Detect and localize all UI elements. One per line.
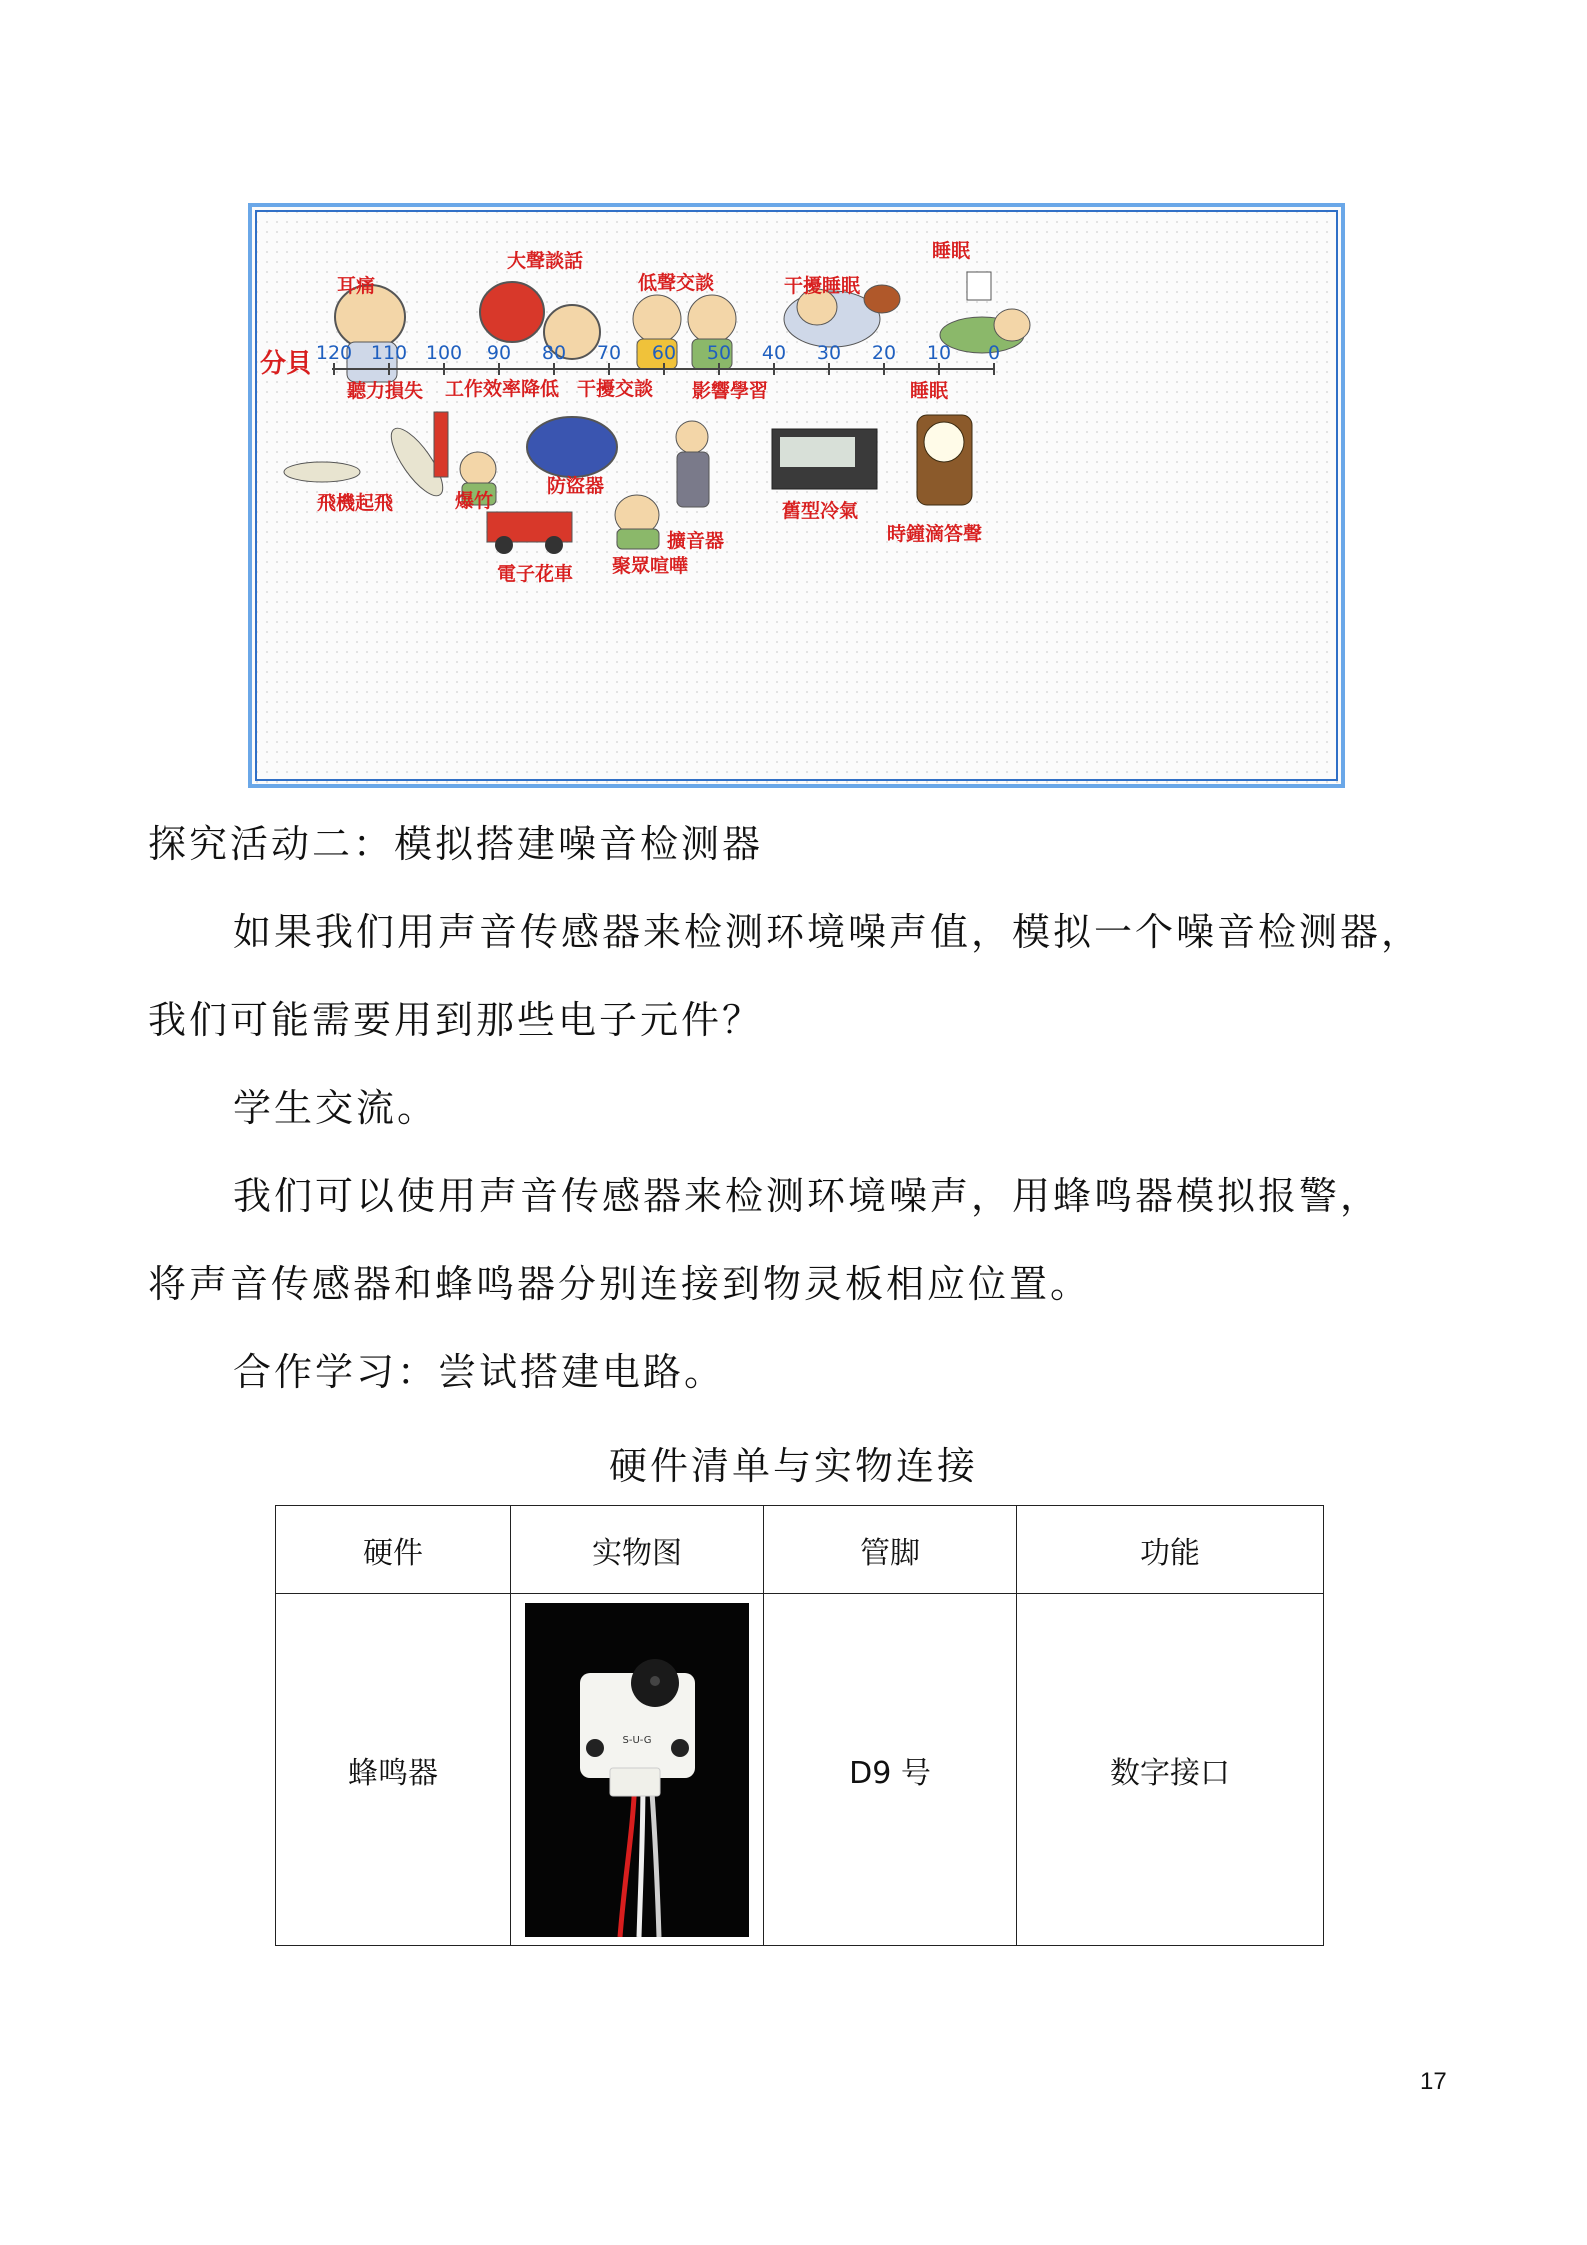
label-work-efficiency: 工作效率降低	[445, 378, 560, 400]
section-heading: 探究活动二：模拟搭建噪音检测器	[148, 822, 764, 866]
loudspeaker-man-illustration	[676, 421, 709, 507]
cell-pin: D9 号	[764, 1594, 1017, 1946]
hardware-table	[275, 1505, 1324, 1946]
scale-tick-label: 40	[761, 342, 787, 364]
cell-hardware: 蜂鸣器	[276, 1594, 511, 1946]
decibel-diagram	[252, 207, 1341, 784]
label-interferes-talk: 干擾交談	[577, 378, 654, 400]
table-caption: 硬件清单与实物连接	[608, 1444, 978, 1488]
alarm-car-illustration	[527, 417, 617, 477]
board-pin-label: S-U-G	[622, 1734, 652, 1746]
scale-tick-label: 110	[370, 342, 408, 364]
label-firecracker: 爆竹	[455, 490, 494, 512]
airplane-illustration	[284, 421, 451, 503]
label-crowd: 聚眾喧嘩	[612, 555, 689, 577]
header-function: 功能	[1017, 1506, 1324, 1594]
header-pin: 管脚	[764, 1506, 1017, 1594]
scale-tick-label: 30	[816, 342, 842, 364]
cell-function: 数字接口	[1017, 1594, 1324, 1946]
decibel-unit-label: 分貝	[260, 349, 313, 379]
label-sleep-top: 睡眠	[932, 240, 971, 262]
earache-person-illustration	[335, 285, 408, 382]
label-earache: 耳痛	[337, 275, 376, 297]
label-airplane: 飛機起飛	[317, 492, 394, 514]
scale-tick-label: 70	[596, 342, 622, 364]
label-hearing-loss: 聽力損失	[347, 380, 424, 402]
cell-photo	[511, 1594, 764, 1946]
label-old-ac: 舊型冷氣	[782, 500, 859, 522]
label-sleep-bottom: 睡眠	[910, 380, 949, 402]
sleeping-person-illustration	[940, 272, 1030, 353]
table-header-row	[276, 1506, 1324, 1594]
scale-tick-label: 60	[651, 342, 677, 364]
scale-tick-label: 20	[871, 342, 897, 364]
label-loudspeaker: 擴音器	[667, 530, 725, 552]
clock-illustration	[917, 415, 972, 505]
scale-tick-label: 80	[541, 342, 567, 364]
label-quiet-talk: 低聲交談	[638, 272, 715, 294]
paragraph-cooperative: 合作学习：尝试搭建电路。	[233, 1350, 726, 1394]
label-burglar-alarm: 防盜器	[547, 475, 605, 497]
table-row	[276, 1594, 1324, 1946]
paragraph-answer: 我们可以使用声音传感器来检测环境噪声，用蜂鸣器模拟报警，	[233, 1174, 1382, 1218]
scale-tick-label: 90	[486, 342, 512, 364]
scale-tick-label: 120	[315, 342, 353, 364]
header-photo: 实物图	[511, 1506, 764, 1594]
decibel-illustration	[248, 203, 1345, 788]
label-disturbed-sleep: 干擾睡眠	[784, 275, 861, 297]
label-affects-learning: 影響學習	[692, 380, 769, 402]
scale-tick-label: 50	[706, 342, 732, 364]
paragraph-answer-cont: 将声音传感器和蜂鸣器分别连接到物灵板相应位置。	[148, 1262, 1092, 1306]
paragraph-student-exchange: 学生交流。	[233, 1086, 439, 1130]
float-truck-illustration	[487, 512, 572, 554]
air-conditioner-illustration	[772, 429, 877, 489]
header-hardware: 硬件	[276, 1506, 511, 1594]
label-clock-tick: 時鐘滴答聲	[887, 523, 983, 545]
paragraph-question: 如果我们用声音传感器来检测环境噪声值，模拟一个噪音检测器，	[233, 910, 1423, 954]
scale-tick-label: 10	[926, 342, 952, 364]
scale-ticks	[316, 342, 1000, 375]
scale-tick-label: 100	[425, 342, 463, 364]
firecracker-illustration	[434, 412, 448, 477]
label-loud-talk: 大聲談話	[507, 250, 584, 272]
buzzer-module-photo	[525, 1603, 749, 1937]
crowd-illustration	[615, 495, 659, 549]
page-number: 17	[1420, 2068, 1447, 2095]
scale-tick-label: 0	[987, 342, 1001, 364]
label-electronic-float: 電子花車	[497, 563, 574, 585]
paragraph-question-cont: 我们可能需要用到那些电子元件？	[148, 998, 764, 1042]
